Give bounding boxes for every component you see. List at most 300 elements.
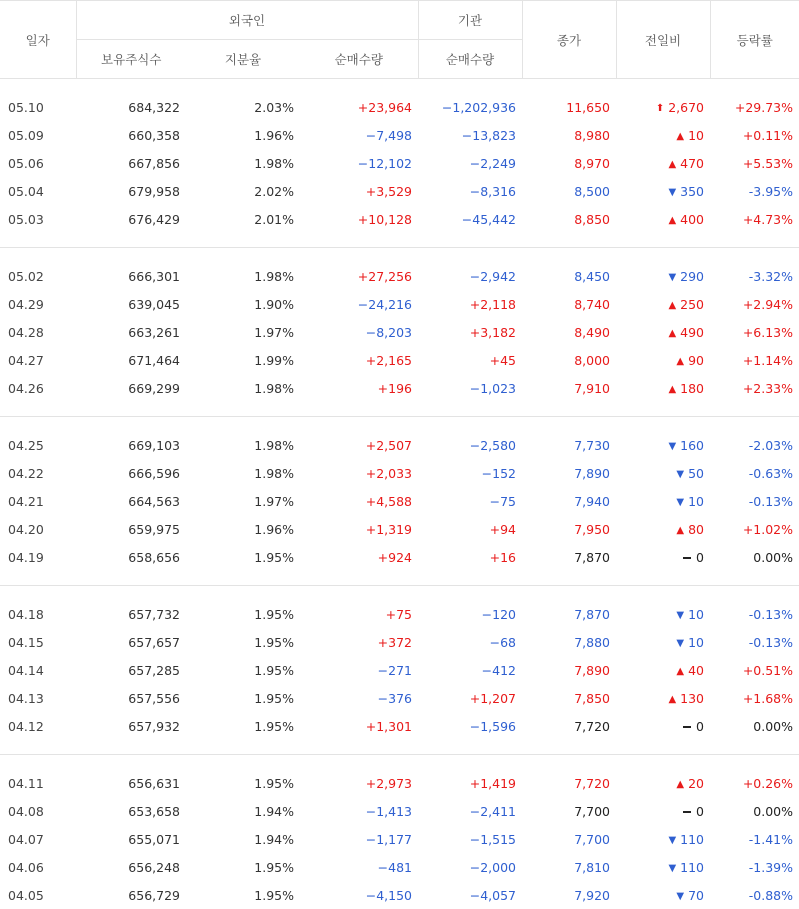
- cell-rate: +2.94%: [710, 290, 799, 318]
- group-separator: [0, 571, 799, 586]
- group-top-spacer-cell: [0, 79, 799, 94]
- cell-change: [616, 543, 710, 571]
- cell-ratio: 1.94%: [186, 825, 300, 853]
- cell-close: 8,970: [522, 149, 616, 177]
- cell-holdings: 669,103: [76, 431, 186, 459]
- cell-ratio: 1.95%: [186, 543, 300, 571]
- cell-inst-net: −4,057: [418, 881, 522, 909]
- cell-inst-net: −68: [418, 628, 522, 656]
- cell-ratio: 1.98%: [186, 262, 300, 290]
- cell-change: [616, 656, 710, 684]
- change-value: 2,670: [668, 100, 704, 115]
- cell-holdings: 679,958: [76, 177, 186, 205]
- up-triangle-icon: ▲: [676, 666, 684, 677]
- group-top-spacer: [0, 248, 799, 263]
- cell-inst-net: −1,515: [418, 825, 522, 853]
- table-row: [0, 177, 799, 205]
- cell-inst-net: −45,442: [418, 205, 522, 233]
- cell-foreign-net: +2,507: [300, 431, 418, 459]
- cell-close: 7,720: [522, 769, 616, 797]
- cell-inst-net: −2,249: [418, 149, 522, 177]
- cell-holdings: 671,464: [76, 346, 186, 374]
- cell-foreign-net: +2,973: [300, 769, 418, 797]
- cell-ratio: 1.95%: [186, 769, 300, 797]
- cell-ratio: 1.97%: [186, 318, 300, 346]
- cell-date: 04.07: [0, 825, 76, 853]
- change-value: 0: [696, 550, 704, 565]
- cell-rate: +2.33%: [710, 374, 799, 402]
- table-row: [0, 628, 799, 656]
- cell-date: 05.04: [0, 177, 76, 205]
- cell-foreign-net: −1,177: [300, 825, 418, 853]
- cell-foreign-net: +2,033: [300, 459, 418, 487]
- flat-dash-icon: [683, 557, 691, 559]
- upper-limit-arrow-icon: ⬆: [656, 103, 664, 114]
- cell-inst-net: −412: [418, 656, 522, 684]
- header-rate: 등락률: [710, 1, 799, 79]
- cell-close: 8,490: [522, 318, 616, 346]
- change-value: 130: [680, 691, 704, 706]
- flat-dash-icon: [683, 811, 691, 813]
- cell-holdings: 657,285: [76, 656, 186, 684]
- cell-close: 7,950: [522, 515, 616, 543]
- cell-foreign-net: −481: [300, 853, 418, 881]
- header-change: 전일비: [616, 1, 710, 79]
- cell-holdings: 657,657: [76, 628, 186, 656]
- table-header: [0, 1, 799, 79]
- cell-rate: 0.00%: [710, 712, 799, 740]
- cell-foreign-net: −7,498: [300, 121, 418, 149]
- cell-change: [616, 346, 710, 374]
- table-row: [0, 712, 799, 740]
- up-triangle-icon: ▲: [668, 694, 676, 705]
- cell-date: 04.28: [0, 318, 76, 346]
- cell-foreign-net: +3,529: [300, 177, 418, 205]
- cell-rate: +0.51%: [710, 656, 799, 684]
- cell-close: 7,720: [522, 712, 616, 740]
- cell-close: 7,700: [522, 825, 616, 853]
- change-value: 110: [680, 832, 704, 847]
- group-separator-cell: [0, 233, 799, 248]
- cell-close: 7,850: [522, 684, 616, 712]
- change-value: 490: [680, 325, 704, 340]
- change-value: 180: [680, 381, 704, 396]
- cell-foreign-net: +4,588: [300, 487, 418, 515]
- cell-change: [616, 121, 710, 149]
- cell-holdings: 639,045: [76, 290, 186, 318]
- table-row: [0, 881, 799, 909]
- cell-date: 04.22: [0, 459, 76, 487]
- cell-foreign-net: −4,150: [300, 881, 418, 909]
- cell-holdings: 656,729: [76, 881, 186, 909]
- cell-inst-net: +3,182: [418, 318, 522, 346]
- cell-date: 05.02: [0, 262, 76, 290]
- group-top-spacer-cell: [0, 417, 799, 432]
- cell-close: 8,850: [522, 205, 616, 233]
- group-top-spacer-cell: [0, 755, 799, 770]
- cell-date: 04.25: [0, 431, 76, 459]
- up-triangle-icon: ▲: [676, 356, 684, 367]
- cell-rate: -0.13%: [710, 628, 799, 656]
- cell-ratio: 1.99%: [186, 346, 300, 374]
- cell-rate: +5.53%: [710, 149, 799, 177]
- cell-close: 7,890: [522, 459, 616, 487]
- cell-foreign-net: +1,301: [300, 712, 418, 740]
- cell-change: [616, 459, 710, 487]
- cell-holdings: 656,248: [76, 853, 186, 881]
- cell-foreign-net: +23,964: [300, 93, 418, 121]
- group-separator: [0, 740, 799, 755]
- table-row: [0, 93, 799, 121]
- change-value: 0: [696, 804, 704, 819]
- group-top-spacer-cell: [0, 248, 799, 263]
- cell-holdings: 659,975: [76, 515, 186, 543]
- cell-holdings: 666,596: [76, 459, 186, 487]
- cell-rate: +0.26%: [710, 769, 799, 797]
- table-row: [0, 346, 799, 374]
- cell-change: [616, 825, 710, 853]
- cell-close: 8,740: [522, 290, 616, 318]
- header-foreign: 외국인: [76, 1, 418, 40]
- cell-date: 04.18: [0, 600, 76, 628]
- header-ratio: 지분율: [186, 40, 300, 79]
- cell-close: 8,450: [522, 262, 616, 290]
- down-triangle-icon: ▼: [668, 835, 676, 846]
- cell-rate: +6.13%: [710, 318, 799, 346]
- cell-holdings: 676,429: [76, 205, 186, 233]
- cell-close: 7,880: [522, 628, 616, 656]
- cell-holdings: 653,658: [76, 797, 186, 825]
- cell-inst-net: +94: [418, 515, 522, 543]
- cell-change: [616, 853, 710, 881]
- table-row: [0, 431, 799, 459]
- cell-rate: -3.95%: [710, 177, 799, 205]
- header-institution: 기관: [418, 1, 522, 40]
- table-row: [0, 487, 799, 515]
- table-row: [0, 318, 799, 346]
- cell-date: 04.12: [0, 712, 76, 740]
- cell-inst-net: −75: [418, 487, 522, 515]
- cell-rate: -0.13%: [710, 487, 799, 515]
- flat-dash-icon: [683, 726, 691, 728]
- table-row: [0, 290, 799, 318]
- cell-ratio: 1.95%: [186, 712, 300, 740]
- cell-inst-net: −1,023: [418, 374, 522, 402]
- cell-change: [616, 205, 710, 233]
- up-triangle-icon: ▲: [676, 779, 684, 790]
- table-row: [0, 684, 799, 712]
- change-value: 40: [688, 663, 704, 678]
- cell-ratio: 1.95%: [186, 628, 300, 656]
- up-triangle-icon: ▲: [668, 384, 676, 395]
- cell-foreign-net: +924: [300, 543, 418, 571]
- cell-holdings: 660,358: [76, 121, 186, 149]
- cell-ratio: 1.95%: [186, 853, 300, 881]
- table-row: [0, 600, 799, 628]
- group-top-spacer: [0, 586, 799, 601]
- cell-change: [616, 515, 710, 543]
- down-triangle-icon: ▼: [668, 863, 676, 874]
- cell-ratio: 1.94%: [186, 797, 300, 825]
- change-value: 0: [696, 719, 704, 734]
- cell-holdings: 666,301: [76, 262, 186, 290]
- up-triangle-icon: ▲: [668, 328, 676, 339]
- cell-date: 04.14: [0, 656, 76, 684]
- cell-date: 04.27: [0, 346, 76, 374]
- cell-change: [616, 374, 710, 402]
- cell-inst-net: −8,316: [418, 177, 522, 205]
- cell-rate: -1.39%: [710, 853, 799, 881]
- cell-holdings: 667,856: [76, 149, 186, 177]
- cell-holdings: 657,732: [76, 600, 186, 628]
- down-triangle-icon: ▼: [676, 469, 684, 480]
- group-separator-cell: [0, 740, 799, 755]
- cell-foreign-net: −271: [300, 656, 418, 684]
- cell-close: 7,870: [522, 543, 616, 571]
- group-top-spacer-cell: [0, 586, 799, 601]
- change-value: 290: [680, 269, 704, 284]
- cell-change: [616, 712, 710, 740]
- cell-date: 04.29: [0, 290, 76, 318]
- cell-inst-net: +2,118: [418, 290, 522, 318]
- cell-rate: -2.03%: [710, 431, 799, 459]
- cell-close: 7,940: [522, 487, 616, 515]
- change-value: 470: [680, 156, 704, 171]
- table-row: [0, 825, 799, 853]
- cell-ratio: 1.95%: [186, 684, 300, 712]
- header-date: 일자: [0, 1, 76, 79]
- header-close: 종가: [522, 1, 616, 79]
- change-value: 70: [688, 888, 704, 903]
- cell-ratio: 1.95%: [186, 881, 300, 909]
- cell-close: 8,980: [522, 121, 616, 149]
- cell-rate: +1.14%: [710, 346, 799, 374]
- cell-change: [616, 628, 710, 656]
- cell-ratio: 1.95%: [186, 656, 300, 684]
- header-holdings: 보유주식수: [76, 40, 186, 79]
- cell-ratio: 1.98%: [186, 374, 300, 402]
- cell-close: 7,730: [522, 431, 616, 459]
- cell-rate: -0.63%: [710, 459, 799, 487]
- table-row: [0, 121, 799, 149]
- cell-close: 8,000: [522, 346, 616, 374]
- down-triangle-icon: ▼: [676, 638, 684, 649]
- cell-change: [616, 769, 710, 797]
- change-value: 50: [688, 466, 704, 481]
- group-top-spacer: [0, 755, 799, 770]
- group-separator-cell: [0, 402, 799, 417]
- cell-ratio: 2.01%: [186, 205, 300, 233]
- table-row: [0, 459, 799, 487]
- table-row: [0, 543, 799, 571]
- cell-date: 04.05: [0, 881, 76, 909]
- cell-ratio: 1.95%: [186, 600, 300, 628]
- cell-foreign-net: −12,102: [300, 149, 418, 177]
- cell-rate: +29.73%: [710, 93, 799, 121]
- cell-change: [616, 290, 710, 318]
- cell-foreign-net: +27,256: [300, 262, 418, 290]
- cell-foreign-net: +2,165: [300, 346, 418, 374]
- cell-foreign-net: −376: [300, 684, 418, 712]
- cell-rate: +1.68%: [710, 684, 799, 712]
- cell-holdings: 664,563: [76, 487, 186, 515]
- group-separator: [0, 402, 799, 417]
- cell-inst-net: −2,411: [418, 797, 522, 825]
- cell-inst-net: −2,942: [418, 262, 522, 290]
- change-value: 80: [688, 522, 704, 537]
- up-triangle-icon: ▲: [676, 525, 684, 536]
- cell-holdings: 684,322: [76, 93, 186, 121]
- cell-foreign-net: +75: [300, 600, 418, 628]
- cell-change: [616, 93, 710, 121]
- cell-change: [616, 797, 710, 825]
- cell-date: 04.20: [0, 515, 76, 543]
- down-triangle-icon: ▼: [668, 187, 676, 198]
- cell-ratio: 2.02%: [186, 177, 300, 205]
- cell-holdings: 658,656: [76, 543, 186, 571]
- cell-foreign-net: −8,203: [300, 318, 418, 346]
- cell-change: [616, 881, 710, 909]
- table-row: [0, 769, 799, 797]
- cell-ratio: 1.90%: [186, 290, 300, 318]
- cell-rate: 0.00%: [710, 797, 799, 825]
- cell-date: 05.06: [0, 149, 76, 177]
- table-row: [0, 262, 799, 290]
- cell-rate: -3.32%: [710, 262, 799, 290]
- table-row: [0, 797, 799, 825]
- cell-inst-net: +45: [418, 346, 522, 374]
- cell-change: [616, 431, 710, 459]
- cell-rate: -1.41%: [710, 825, 799, 853]
- up-triangle-icon: ▲: [668, 159, 676, 170]
- cell-ratio: 1.98%: [186, 431, 300, 459]
- change-value: 10: [688, 607, 704, 622]
- cell-inst-net: −120: [418, 600, 522, 628]
- cell-date: 05.03: [0, 205, 76, 233]
- up-triangle-icon: ▲: [676, 131, 684, 142]
- cell-close: 7,910: [522, 374, 616, 402]
- cell-inst-net: −1,596: [418, 712, 522, 740]
- cell-inst-net: −1,202,936: [418, 93, 522, 121]
- change-value: 400: [680, 212, 704, 227]
- cell-ratio: 1.96%: [186, 121, 300, 149]
- change-value: 10: [688, 635, 704, 650]
- cell-foreign-net: +10,128: [300, 205, 418, 233]
- table-row: [0, 853, 799, 881]
- cell-ratio: 1.96%: [186, 515, 300, 543]
- change-value: 20: [688, 776, 704, 791]
- cell-close: 7,920: [522, 881, 616, 909]
- cell-date: 04.21: [0, 487, 76, 515]
- down-triangle-icon: ▼: [676, 497, 684, 508]
- cell-ratio: 2.03%: [186, 93, 300, 121]
- down-triangle-icon: ▼: [676, 610, 684, 621]
- cell-change: [616, 487, 710, 515]
- cell-close: 8,500: [522, 177, 616, 205]
- cell-change: [616, 262, 710, 290]
- cell-close: 7,700: [522, 797, 616, 825]
- table-row: [0, 149, 799, 177]
- cell-inst-net: −2,580: [418, 431, 522, 459]
- table-row: [0, 205, 799, 233]
- header-inst-net: 순매수량: [418, 40, 522, 79]
- cell-change: [616, 177, 710, 205]
- cell-rate: 0.00%: [710, 543, 799, 571]
- cell-change: [616, 684, 710, 712]
- cell-inst-net: +16: [418, 543, 522, 571]
- cell-date: 04.08: [0, 797, 76, 825]
- cell-holdings: 655,071: [76, 825, 186, 853]
- cell-foreign-net: +196: [300, 374, 418, 402]
- group-top-spacer: [0, 79, 799, 94]
- cell-date: 05.10: [0, 93, 76, 121]
- cell-holdings: 657,556: [76, 684, 186, 712]
- cell-foreign-net: −1,413: [300, 797, 418, 825]
- cell-holdings: 669,299: [76, 374, 186, 402]
- change-value: 350: [680, 184, 704, 199]
- cell-change: [616, 600, 710, 628]
- change-value: 10: [688, 494, 704, 509]
- cell-ratio: 1.98%: [186, 459, 300, 487]
- cell-close: 7,890: [522, 656, 616, 684]
- cell-date: 04.13: [0, 684, 76, 712]
- cell-foreign-net: +1,319: [300, 515, 418, 543]
- cell-date: 04.15: [0, 628, 76, 656]
- cell-holdings: 656,631: [76, 769, 186, 797]
- change-value: 250: [680, 297, 704, 312]
- group-top-spacer: [0, 417, 799, 432]
- cell-rate: +1.02%: [710, 515, 799, 543]
- cell-rate: -0.13%: [710, 600, 799, 628]
- table-row: [0, 374, 799, 402]
- cell-inst-net: +1,207: [418, 684, 522, 712]
- cell-foreign-net: +372: [300, 628, 418, 656]
- cell-date: 04.19: [0, 543, 76, 571]
- change-value: 110: [680, 860, 704, 875]
- group-separator-cell: [0, 571, 799, 586]
- cell-inst-net: −152: [418, 459, 522, 487]
- cell-close: 7,870: [522, 600, 616, 628]
- cell-date: 05.09: [0, 121, 76, 149]
- cell-inst-net: −2,000: [418, 853, 522, 881]
- down-triangle-icon: ▼: [676, 891, 684, 902]
- table-row: [0, 515, 799, 543]
- up-triangle-icon: ▲: [668, 215, 676, 226]
- change-value: 10: [688, 128, 704, 143]
- table-row: [0, 656, 799, 684]
- down-triangle-icon: ▼: [668, 441, 676, 452]
- change-value: 90: [688, 353, 704, 368]
- cell-date: 04.06: [0, 853, 76, 881]
- cell-change: [616, 318, 710, 346]
- cell-rate: +4.73%: [710, 205, 799, 233]
- cell-inst-net: −13,823: [418, 121, 522, 149]
- group-separator: [0, 233, 799, 248]
- header-foreign-net: 순매수량: [300, 40, 418, 79]
- cell-date: 04.11: [0, 769, 76, 797]
- cell-close: 7,810: [522, 853, 616, 881]
- cell-inst-net: +1,419: [418, 769, 522, 797]
- cell-change: [616, 149, 710, 177]
- cell-foreign-net: −24,216: [300, 290, 418, 318]
- cell-holdings: 657,932: [76, 712, 186, 740]
- change-value: 160: [680, 438, 704, 453]
- cell-close: 11,650: [522, 93, 616, 121]
- cell-ratio: 1.97%: [186, 487, 300, 515]
- cell-rate: -0.88%: [710, 881, 799, 909]
- cell-rate: +0.11%: [710, 121, 799, 149]
- down-triangle-icon: ▼: [668, 272, 676, 283]
